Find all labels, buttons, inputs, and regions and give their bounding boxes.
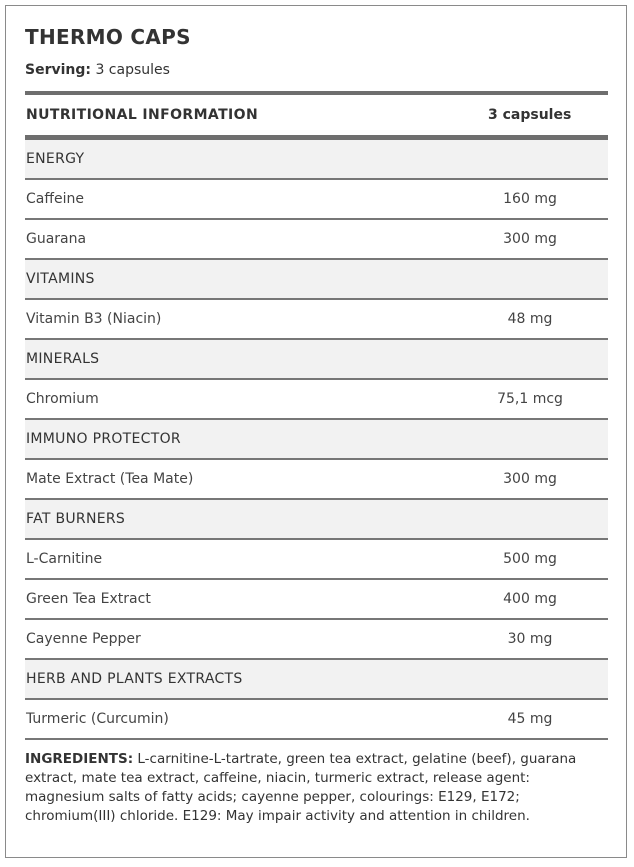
table-row [25, 620, 608, 660]
table-section-row [25, 140, 608, 180]
nutrient-name: Turmeric (Curcumin) [26, 711, 169, 727]
nutrient-amount: 45 mg [507, 711, 553, 727]
product-title: THERMO CAPS [25, 25, 191, 49]
section-title: ENERGY [26, 151, 85, 167]
nutrition-card [5, 5, 627, 858]
table-row [25, 380, 608, 420]
nutrient-amount: 75,1 mcg [497, 391, 563, 407]
nutrient-amount: 300 mg [503, 231, 557, 247]
nutrient-name: Guarana [26, 231, 87, 247]
nutrient-name: Cayenne Pepper [26, 631, 141, 647]
nutrient-amount: 160 mg [503, 191, 557, 207]
table-row [25, 540, 608, 580]
table-body [25, 140, 608, 740]
header-serving-size: 3 capsules [488, 107, 572, 123]
table-row [25, 300, 608, 340]
table-row [25, 700, 608, 740]
ingredients-label: INGREDIENTS: [25, 751, 134, 767]
nutrient-amount: 300 mg [503, 471, 557, 487]
table-row [25, 180, 608, 220]
section-title: HERB AND PLANTS EXTRACTS [26, 671, 243, 687]
ingredients-text: L-carnitine-L-tartrate, green tea extract, gelatine (beef), guarana extract, mate tea extract, caffeine, niacin, turmeric extract, release agent: magnesium salts of fatty acids; cayenne pepper, colourings: E129, E172; chromium(III) chloride. E129: May impair activity and attention in children. [25, 751, 577, 824]
section-title: VITAMINS [26, 271, 95, 287]
serving-label: Serving: [25, 62, 91, 78]
nutrient-name: Caffeine [26, 191, 84, 207]
nutrient-amount: 500 mg [503, 551, 557, 567]
nutrient-name: Vitamin B3 (Niacin) [26, 311, 162, 327]
nutrient-amount: 400 mg [503, 591, 557, 607]
table-row [25, 220, 608, 260]
table-section-row [25, 260, 608, 300]
nutrient-amount: 48 mg [507, 311, 553, 327]
nutrient-name: L-Carnitine [26, 551, 103, 567]
section-title: FAT BURNERS [26, 511, 126, 527]
ingredients-block [25, 750, 610, 826]
section-title: MINERALS [26, 351, 100, 367]
serving-value: 3 capsules [95, 62, 170, 78]
nutrition-table [25, 91, 608, 740]
table-header [25, 95, 608, 135]
table-section-row [25, 500, 608, 540]
table-section-row [25, 420, 608, 460]
table-section-row [25, 340, 608, 380]
header-nutritional-information: NUTRITIONAL INFORMATION [26, 107, 259, 123]
nutrient-name: Chromium [26, 391, 99, 407]
table-row [25, 580, 608, 620]
nutrient-name: Mate Extract (Tea Mate) [26, 471, 194, 487]
nutrient-name: Green Tea Extract [26, 591, 151, 607]
table-row [25, 460, 608, 500]
table-section-row [25, 660, 608, 700]
nutrient-amount: 30 mg [507, 631, 553, 647]
section-title: IMMUNO PROTECTOR [26, 431, 181, 447]
serving-info [25, 62, 170, 78]
